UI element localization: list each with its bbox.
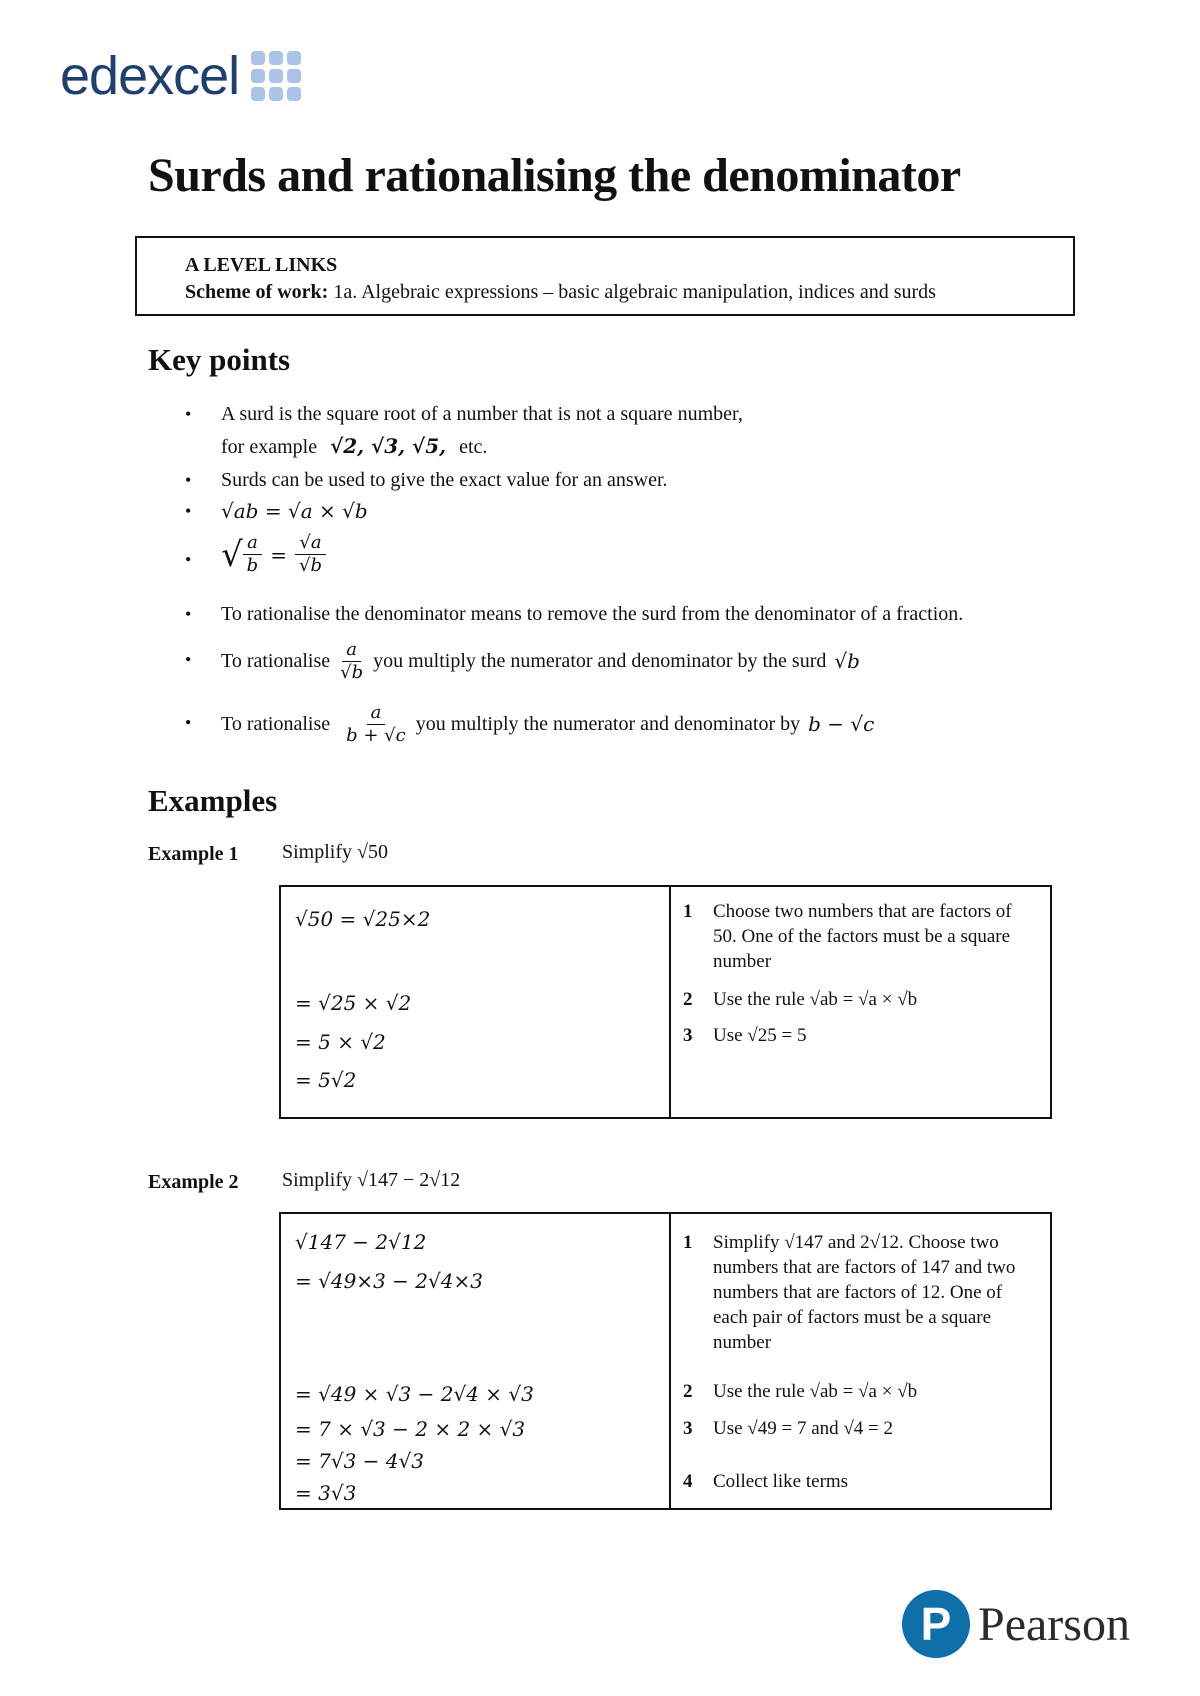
example-2-label: Example 2: [148, 1171, 239, 1193]
page-title: Surds and rationalising the denominator: [148, 149, 961, 202]
examples-heading: Examples: [148, 783, 278, 818]
working-line: = 5 × √2: [295, 1030, 386, 1054]
step-item: 3 Use √25 = 5: [683, 1025, 807, 1046]
surd-examples: √2, √3, √5,: [330, 434, 447, 458]
working-line: √50 = √25×2: [295, 907, 431, 931]
key-point-1-line1: • A surd is the square root of a number that is not a square number,: [221, 403, 743, 425]
example-2-steps: [671, 1214, 1050, 1508]
key-point-3: [185, 495, 1085, 528]
working-line: = 7√3 − 4√3: [295, 1449, 424, 1473]
key-point-6: • To rationalise $\frac{a}{√b}$ you multiply the numerator and denominator by the surd √b: [185, 634, 1085, 688]
key-points-list: [185, 398, 1085, 754]
step-item: 2 Use the rule √ab = √a × √b: [683, 1381, 918, 1402]
pearson-wordmark: Pearson: [978, 1597, 1130, 1651]
scheme-of-work-line: [185, 279, 1025, 306]
pearson-logo: [902, 1590, 1130, 1658]
working-line: = √49 × √3 − 2√4 × √3: [295, 1382, 534, 1406]
key-points-heading: Key points: [148, 342, 291, 377]
example-1-working: [281, 887, 671, 1117]
working-line: = √25 × √2: [295, 991, 412, 1015]
working-line: = 7 × √3 − 2 × 2 × √3: [295, 1417, 526, 1441]
scheme-label: Scheme of work:: [185, 281, 329, 303]
example-2-table: [279, 1212, 1052, 1510]
working-line: = √49×3 − 2√4×3: [295, 1269, 483, 1293]
step-item: 1 Choose two numbers that are factors of 50. One of the factors must be a square number: [683, 901, 1012, 972]
working-line: = 3√3: [295, 1481, 357, 1505]
product-rule: √ab = √a × √b: [221, 499, 368, 523]
example-1-label: Example 1: [148, 843, 239, 865]
edexcel-wordmark: edexcel: [60, 46, 240, 106]
example-1-steps: [671, 887, 1050, 1117]
scheme-text: 1a. Algebraic expressions – basic algebraic manipulation, indices and surds: [333, 281, 936, 303]
key-point-7: • To rationalise $\frac{a}{b + √c}$ you multiply the numerator and denominator by b − √c: [185, 694, 1085, 754]
step-item: 1 Simplify √147 and 2√12. Choose two numbers that are factors of 147 and two numbers that are factors of 12. One of each pair of factors must be a square number: [683, 1232, 1016, 1353]
fraction-a-over-root-b: $\frac{a}{√b}$: [340, 638, 364, 683]
key-point-4: [185, 532, 1085, 590]
step-item: 2 Use the rule √ab = √a × √b: [683, 989, 918, 1010]
fraction-a-over-b-plus-root-c: $\frac{a}{b + √c}$: [346, 701, 406, 746]
key-point-5: • To rationalise the denominator means to remove the surd from the denominator of a fraction.: [185, 598, 1085, 630]
working-line: = 5√2: [295, 1068, 357, 1092]
example-2-prompt: Simplify √147 − 2√12: [282, 1169, 461, 1191]
key-point-1: [185, 398, 1085, 463]
example-1-prompt: Simplify √50: [282, 841, 388, 863]
working-line: √147 − 2√12: [295, 1230, 427, 1254]
pearson-p-icon: P: [902, 1590, 970, 1658]
step-item: 4 Collect like terms: [683, 1471, 849, 1492]
key-point-1-line2: for example √2, √3, √5, etc.: [221, 434, 488, 458]
example-1-table: [279, 885, 1052, 1119]
step-item: 3 Use √49 = 7 and √4 = 2: [683, 1418, 894, 1439]
a-level-links-box: [135, 236, 1075, 316]
edexcel-logo: [60, 46, 301, 106]
edexcel-dots-icon: [251, 51, 301, 101]
example-2-working: [281, 1214, 671, 1508]
links-heading: A LEVEL LINKS: [185, 254, 338, 276]
quotient-rule: • √ $\frac{a}{b}$ = $\frac{√a}{√b}$: [221, 532, 332, 577]
key-point-2: • Surds can be used to give the exact value for an answer.: [185, 465, 1085, 495]
